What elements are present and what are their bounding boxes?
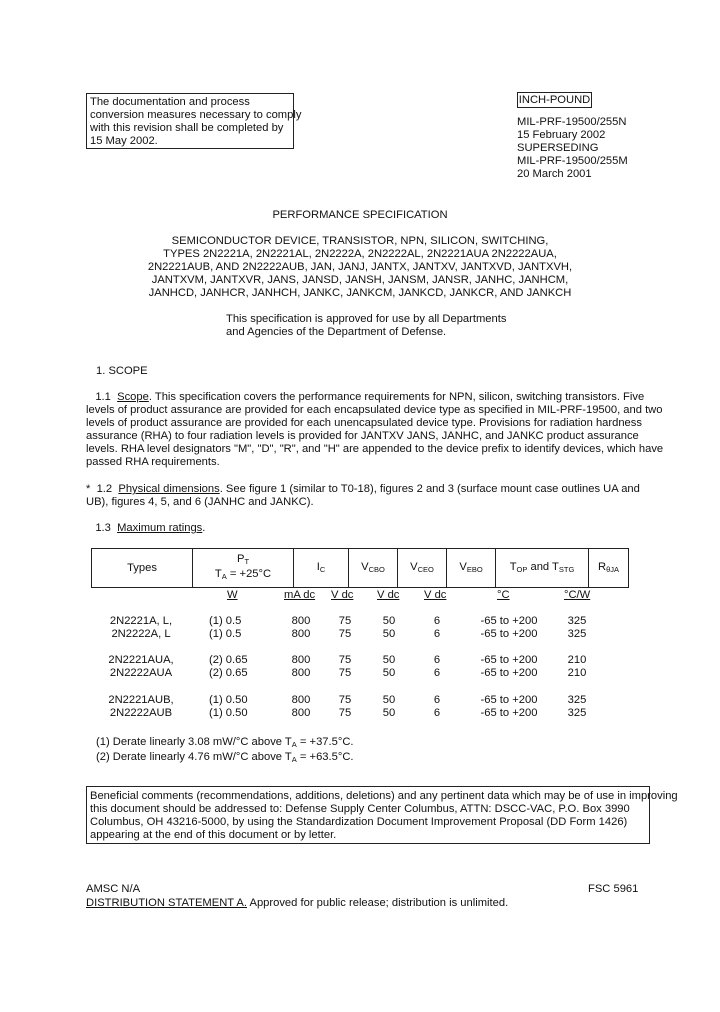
section-title-tail: .	[202, 522, 206, 534]
page-title	[0, 209, 720, 222]
approval-line: and Agencies of the Department of Defense.	[226, 326, 447, 338]
vebo-value: 6	[433, 667, 441, 679]
ic-value: 800	[291, 654, 311, 666]
paragraph-line: levels of product assurance are provided for each encapsulated device type as specified in MIL-PRF-19500, and two	[86, 404, 663, 416]
section-number: 1.2	[96, 483, 113, 495]
vceo-cell	[369, 654, 409, 680]
tstg-symbol: and T	[527, 560, 559, 573]
ic-value: 800	[291, 707, 311, 719]
type-name: 2N2222A, L	[111, 628, 171, 640]
paragraph-line: UB), figures 4, 5, and 6 (JANHC and JANKC).	[86, 496, 314, 508]
revision-notice-box	[86, 93, 302, 149]
vcbo-value: 75	[338, 615, 352, 627]
note-text: (1) Derate linearly 3.08 mW/°C above T	[96, 736, 292, 748]
temperature-value: -65 to +200	[480, 694, 538, 706]
temperature-cell	[465, 615, 553, 641]
header-types	[92, 549, 193, 588]
paragraph-line: levels of product assurance are provided for each unencapsulated device type. Provisions for radiation hardness	[86, 417, 642, 429]
header-vceo	[398, 549, 447, 588]
distribution-statement	[86, 897, 508, 910]
pt-cell	[209, 694, 269, 720]
vebo-cell	[417, 615, 457, 641]
pt-value: (2) 0.65	[209, 667, 248, 679]
types-cell	[91, 615, 191, 641]
pt-value: (1) 0.5	[209, 615, 242, 627]
vebo-value: 6	[433, 654, 441, 666]
vcbo-value: 75	[338, 654, 352, 666]
rth-symbol: R	[597, 560, 607, 573]
top-symbol: T	[509, 560, 517, 573]
temperature-cell	[465, 694, 553, 720]
section-1-3-line	[86, 522, 205, 535]
vebo-value: 6	[433, 628, 441, 640]
type-name: 2N2221AUA,	[108, 654, 174, 666]
vebo-value: 6	[433, 694, 441, 706]
vebo-cell	[417, 694, 457, 720]
ic-cell	[281, 654, 321, 680]
maximum-ratings-table	[91, 548, 629, 588]
types-cell	[91, 694, 191, 720]
scope-heading-text: 1. SCOPE	[96, 365, 148, 377]
ta-sub: A	[221, 572, 227, 581]
notice-line: The documentation and process	[90, 96, 250, 108]
rth-value: 325	[567, 694, 587, 706]
device-title-line: SEMICONDUCTOR DEVICE, TRANSISTOR, NPN, SILICON, SWITCHING,	[171, 235, 549, 247]
rth-value: 210	[567, 654, 587, 666]
note-text: = +37.5°C.	[296, 736, 354, 748]
device-title-block	[0, 235, 720, 300]
header-types-label: Types	[127, 561, 157, 574]
vceo-sub: CEO	[417, 564, 434, 574]
top-sub: OP	[516, 564, 528, 574]
rth-cell	[557, 615, 597, 641]
comment-line: this document should be addressed to: Defense Supply Center Columbus, ATTN: DSCC-VAC, P.O. Box 3990	[90, 803, 630, 815]
temperature-value: -65 to +200	[480, 654, 538, 666]
note-sub: A	[291, 740, 297, 749]
distribution-title: DISTRIBUTION STATEMENT A.	[86, 897, 247, 909]
note-2	[96, 751, 354, 766]
distribution-text: Approved for public release; distribution is unlimited.	[247, 897, 509, 909]
section-1-2-first-line	[86, 483, 646, 496]
vcbo-value: 75	[338, 694, 352, 706]
rth-cell	[557, 694, 597, 720]
note-text: (2) Derate linearly 4.76 mW/°C above T	[96, 751, 292, 763]
tstg-sub: STG	[558, 564, 575, 574]
pt-value: (1) 0.5	[209, 628, 242, 640]
header-thermal-resistance	[589, 549, 629, 588]
unit-pt: W	[227, 589, 238, 601]
type-name: 2N2222AUA	[109, 667, 173, 679]
unit-vceo: V dc	[377, 589, 400, 601]
section-title: Maximum ratings	[117, 522, 203, 534]
vebo-cell	[417, 654, 457, 680]
section-1-2	[86, 483, 646, 509]
unit-temperature: °C	[497, 589, 510, 601]
note-text: = +63.5°C.	[296, 751, 354, 763]
paragraph-line: passed RHA requirements.	[86, 456, 220, 468]
ta-condition: = +25°C	[226, 568, 272, 580]
rth-sub: θJA	[606, 564, 620, 574]
approval-statement	[226, 313, 506, 339]
pt-sub: T	[244, 557, 250, 566]
vceo-value: 50	[382, 667, 396, 679]
pt-value: (2) 0.65	[209, 654, 248, 666]
pt-value: (1) 0.50	[209, 694, 248, 706]
device-title-line: 2N2221AUB, AND 2N2222AUB, JAN, JANJ, JANTX, JANTXV, JANTXVD, JANTXVH,	[147, 261, 573, 273]
pt-cell	[209, 615, 269, 641]
rth-value: 325	[567, 628, 587, 640]
header-pt	[193, 549, 294, 588]
device-title-line: JANTXVM, JANTXVR, JANS, JANSD, JANSH, JANSM, JANSR, JANHC, JANHCM,	[151, 274, 569, 286]
header-vcbo	[349, 549, 398, 588]
fsc-label	[588, 883, 638, 896]
section-number: 1.3	[95, 522, 111, 534]
ic-value: 800	[291, 615, 311, 627]
ic-value: 800	[291, 628, 311, 640]
paragraph-line: levels. RHA level designators "M", "D", "R", and "H" are appended to the device prefix to identify devices, which have	[86, 443, 664, 455]
ic-value: 800	[291, 667, 311, 679]
ratings-group-1	[91, 615, 629, 641]
superseding-label: SUPERSEDING	[517, 142, 599, 154]
pt-value: (1) 0.50	[209, 707, 248, 719]
vebo-sub: EBO	[466, 564, 483, 574]
vcbo-cell	[325, 694, 365, 720]
paragraph-line: assurance (RHA) to four radiation levels is provided for JANTXV JANS, JANHC, and JANKC product assurance	[86, 430, 639, 442]
section-1-3	[86, 522, 205, 535]
device-title-line: TYPES 2N2221A, 2N2221AL, 2N2222A, 2N2222AL, 2N2221AUA 2N2222AUA,	[163, 248, 557, 260]
doc-number: MIL-PRF-19500/255N	[517, 116, 627, 128]
comment-line: Columbus, OH 43216-5000, by using the Standardization Document Improvement Proposal (DD Form 1426)	[90, 816, 628, 828]
temperature-value: -65 to +200	[480, 628, 538, 640]
vcbo-cell	[325, 654, 365, 680]
header-ta-condition	[195, 568, 291, 583]
paragraph-text: . See figure 1 (similar to T0-18), figures 2 and 3 (surface mount case outlines UA and	[219, 483, 640, 495]
revision-marker: *	[86, 483, 91, 495]
paragraph-text: . This specification covers the performance requirements for NPN, silicon, switching transistors. Five	[148, 391, 645, 403]
comment-line: appearing at the end of this document or by letter.	[90, 829, 337, 841]
rth-cell	[557, 654, 597, 680]
header-temperature	[496, 549, 589, 588]
vceo-value: 50	[382, 654, 396, 666]
section-1-1	[86, 391, 664, 469]
vcbo-value: 75	[338, 667, 352, 679]
unit-ic: mA dc	[284, 589, 316, 601]
ic-cell	[281, 694, 321, 720]
inch-pound-text: INCH-POUND	[518, 94, 591, 106]
table-header-row	[92, 549, 629, 588]
section-title: Scope	[117, 391, 149, 403]
ratings-group-3	[91, 694, 629, 720]
unit-thermal-resistance: °C/W	[564, 589, 591, 601]
perf-spec-heading: PERFORMANCE SPECIFICATION	[272, 209, 448, 221]
vcbo-sub: CBO	[368, 564, 385, 574]
notice-line: conversion measures necessary to comply	[90, 109, 302, 121]
superseded-doc-date: 20 March 2001	[517, 168, 592, 180]
vcbo-value: 75	[338, 707, 352, 719]
scope-heading	[96, 365, 148, 378]
device-title-line: JANHCD, JANHCR, JANHCH, JANKC, JANKCM, JANKCD, JANKCR, AND JANKCH	[148, 287, 572, 299]
unit-vebo: V dc	[424, 589, 447, 601]
temperature-value: -65 to +200	[480, 707, 538, 719]
ic-sub: C	[319, 564, 326, 574]
vcbo-symbol: V	[361, 560, 369, 573]
rth-value: 210	[567, 667, 587, 679]
temperature-value: -65 to +200	[480, 615, 538, 627]
rth-value: 325	[567, 615, 587, 627]
section-number: 1.1	[95, 391, 111, 403]
section-1-1-first-line	[86, 391, 646, 404]
temperature-value: -65 to +200	[480, 667, 538, 679]
type-name: 2N2222AUB	[109, 707, 173, 719]
table-notes	[96, 736, 354, 766]
notice-line: with this revision shall be completed by	[90, 122, 284, 134]
beneficial-comments-box	[86, 786, 678, 844]
ratings-group-2	[91, 654, 629, 680]
doc-date: 15 February 2002	[517, 129, 606, 141]
vceo-symbol: V	[410, 560, 418, 573]
amsc-label	[86, 883, 140, 896]
note-sub: A	[291, 755, 297, 764]
fsc-text: FSC 5961	[588, 883, 639, 895]
section-title: Physical dimensions	[118, 483, 220, 495]
approval-line: This specification is approved for use by all Departments	[226, 313, 507, 325]
temperature-cell	[465, 654, 553, 680]
types-cell	[91, 654, 191, 680]
amsc-text: AMSC N/A	[86, 883, 141, 895]
ic-cell	[281, 615, 321, 641]
document-id-block	[517, 116, 628, 181]
vceo-value: 50	[382, 694, 396, 706]
ta-symbol: T	[214, 568, 222, 580]
header-pt-symbol	[195, 553, 291, 568]
ic-symbol: I	[316, 560, 320, 573]
vebo-value: 6	[433, 615, 441, 627]
vceo-cell	[369, 615, 409, 641]
vceo-value: 50	[382, 707, 396, 719]
note-1	[96, 736, 354, 751]
superseded-doc-number: MIL-PRF-19500/255M	[517, 155, 628, 167]
pt-cell	[209, 654, 269, 680]
units-row	[91, 589, 629, 602]
header-vebo	[447, 549, 496, 588]
unit-vcbo: V dc	[331, 589, 354, 601]
vcbo-cell	[325, 615, 365, 641]
vceo-value: 50	[382, 615, 396, 627]
vebo-value: 6	[433, 707, 441, 719]
notice-line: 15 May 2002.	[90, 135, 158, 147]
ic-value: 800	[291, 694, 311, 706]
vceo-cell	[369, 694, 409, 720]
pt-symbol: P	[236, 553, 245, 565]
type-name: 2N2221AUB,	[108, 694, 174, 706]
vebo-symbol: V	[459, 560, 467, 573]
vceo-value: 50	[382, 628, 396, 640]
vcbo-value: 75	[338, 628, 352, 640]
header-ic	[294, 549, 349, 588]
comment-line: Beneficial comments (recommendations, additions, deletions) and any pertinent data which may be of use in improving	[90, 790, 678, 802]
inch-pound-label	[517, 92, 592, 108]
rth-value: 325	[567, 707, 587, 719]
type-name: 2N2221A, L,	[109, 615, 173, 627]
